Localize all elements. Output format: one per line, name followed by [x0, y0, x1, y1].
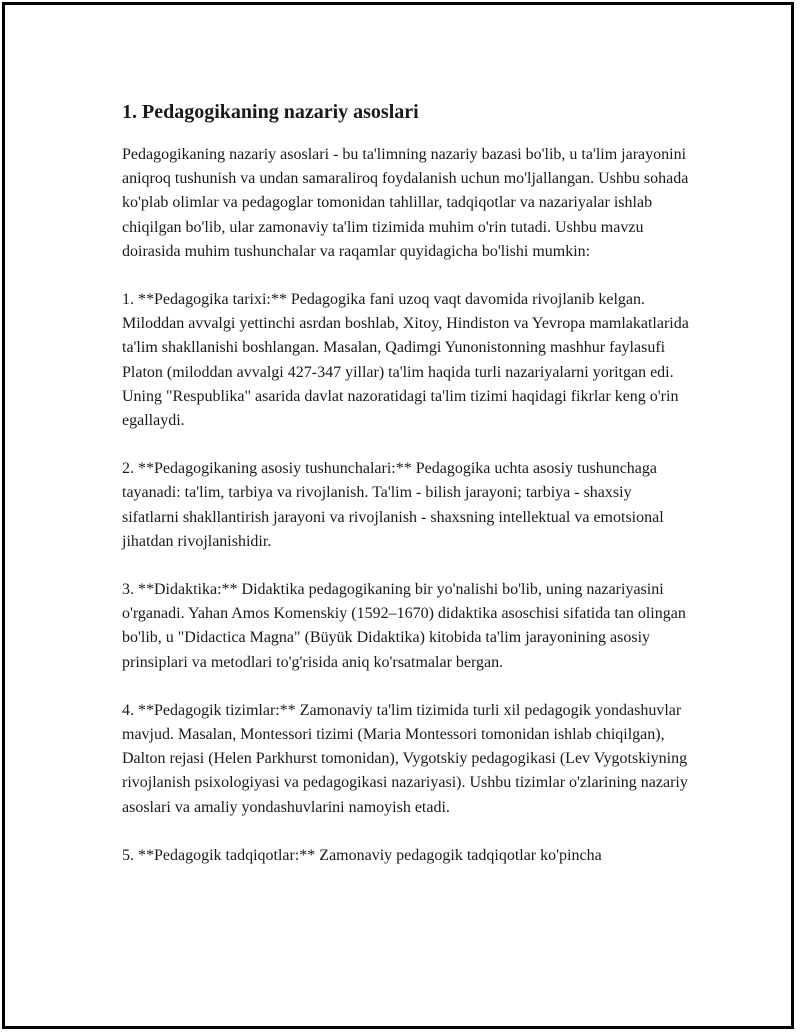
page-frame: [2, 2, 794, 1029]
paragraph-research: 5. **Pedagogik tadqiqotlar:** Zamonaviy pedagogik tadqiqotlar ko'pincha: [122, 846, 602, 864]
paragraph-history: 1. **Pedagogika tarixi:** Pedagogika fani uzoq vaqt davomida rivojlanib kelgan. Miloddan avvalgi yettinchi asrdan boshlab, Xitoy, Hindiston va Yevropa mamlakatlarida ta'lim shakllanishi boshlangan. Masalan, Qadimgi Yunonistonning mashhur faylasufi Platon (miloddan avvalgi 427-347 yillar) ta'lim haqida turli nazariyalarni yoritgan edi. Uning "Respublika" asarida davlat nazoratidagi ta'lim tizimi haqidagi fikrlar keng o'rin egallaydi.: [122, 291, 689, 430]
paragraph-systems: 4. **Pedagogik tizimlar:** Zamonaviy ta'lim tizimida turli xil pedagogik yondashuvlar mavjud. Masalan, Montessori tizimi (Maria Montessori tomonidan ishlab chiqilgan), Dalton rejasi (Helen Parkhurst tomonidan), Vygotskiy pedagogikasi (Lev Vygotskiyning rivojlanish psixologiyasi va pedagogikasi nazariyasi). Ushbu tizimlar o'zlarining nazariy asoslari va amaliy yondashuvlarini namoyish etadi.: [122, 701, 688, 816]
paragraph-didactics: 3. **Didaktika:** Didaktika pedagogikaning bir yo'nalishi bo'lib, uning nazariyasini o'rganadi. Yahan Amos Komenskiy (1592–1670) didaktika asoschisi sifatida tan olingan bo'lib, u "Didactica Magna" (Büyük Didaktika) kitobida ta'lim jarayonining asosiy prinsiplari va metodlari to'g'risida aniq ko'rsatmalar bergan.: [122, 581, 686, 671]
document-title: 1. Pedagogikaning nazariy asoslari: [122, 101, 419, 123]
document-body: [122, 99, 692, 892]
paragraph-concepts: 2. **Pedagogikaning asosiy tushunchalari:** Pedagogika uchta asosiy tushunchaga tayanadi: ta'lim, tarbiya va rivojlanish. Ta'lim - bilish jarayoni; tarbiya - shaxsiy sifatlarni shakllantirish jarayoni va rivojlanish - shaxsning intellektual va emotsional jihatdan rivojlanishidir.: [122, 460, 664, 550]
intro-paragraph: Pedagogikaning nazariy asoslari - bu ta'limning nazariy bazasi bo'lib, u ta'lim jarayonini aniqroq tushunish va undan samaraliroq foydalanish uchun mo'ljallangan. Ushbu sohada ko'plab olimlar va pedagoglar tomonidan tahlillar, tadqiqotlar va nazariyalar ishlab chiqilgan bo'lib, ular zamonaviy ta'lim tizimida muhim o'rin tutadi. Ushbu mavzu doirasida muhim tushunchalar va raqamlar quyidagicha bo'lishi mumkin:: [122, 146, 689, 260]
